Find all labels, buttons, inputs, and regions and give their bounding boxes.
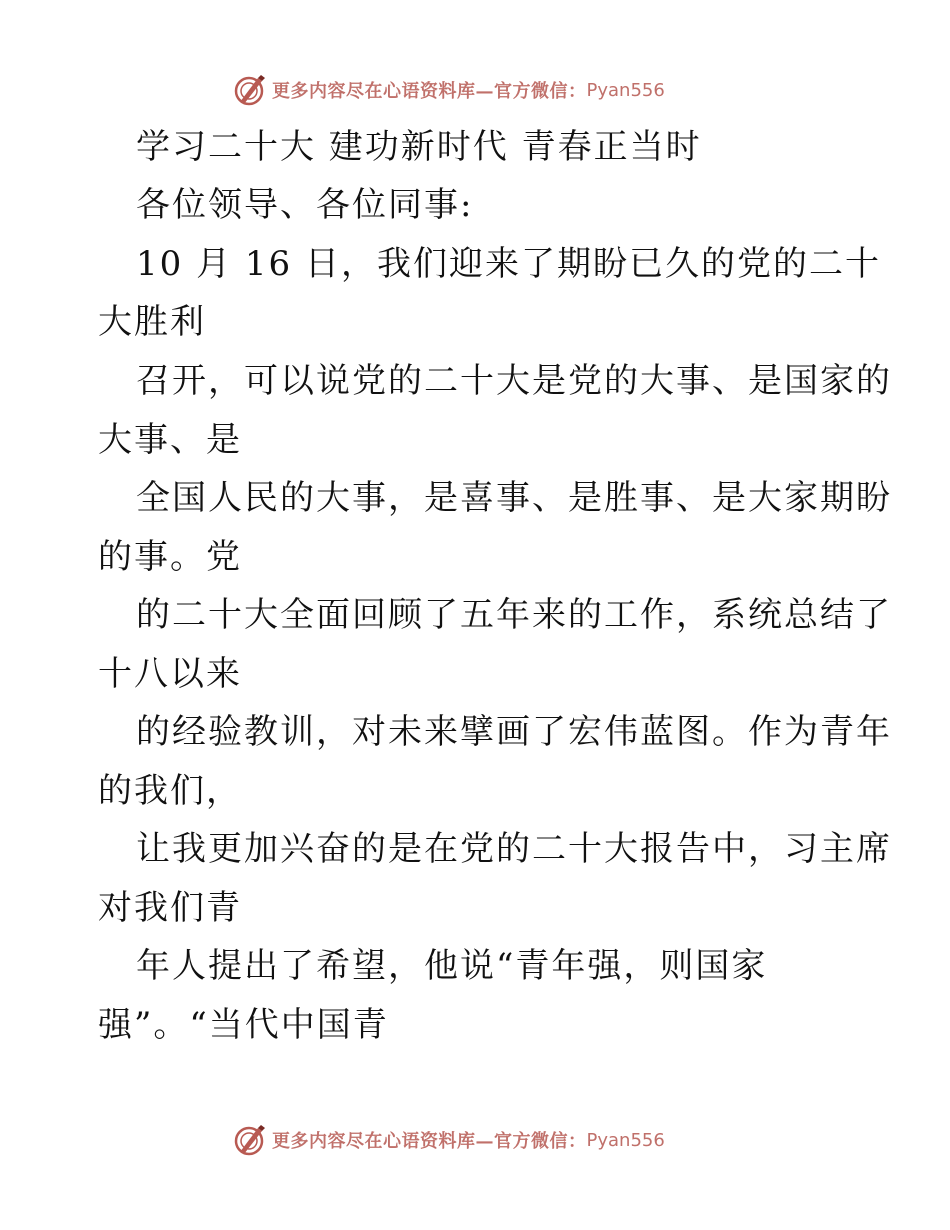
watermark-text: 更多内容尽在心语资料库—官方微信： <box>272 1131 587 1152</box>
paragraph-line: 召开，可以说党的二十大是党的大事、是国家的 <box>136 361 892 401</box>
paragraph-line: 的事。党 <box>98 537 242 577</box>
pen-logo-icon <box>232 72 268 108</box>
paragraph-line: 十八以来 <box>98 654 242 694</box>
footer-watermark-banner <box>232 1120 665 1160</box>
paragraph-line: 全国人民的大事，是喜事、是胜事、是大家期盼 <box>136 478 892 518</box>
paragraph-line: 强”。“当代中国青 <box>98 1005 389 1045</box>
salutation: 各位领导、各位同事: <box>136 185 474 225</box>
pen-logo-icon <box>232 1122 268 1158</box>
watermark-text: 更多内容尽在心语资料库—官方微信： <box>272 81 587 102</box>
paragraph-line: 让我更加兴奋的是在党的二十大报告中，习主席 <box>136 829 892 869</box>
paragraph-line: 10 月 16 日，我们迎来了期盼已久的党的二十 <box>136 244 881 284</box>
wechat-id: Pyan556 <box>586 79 665 101</box>
paragraph-line: 大事、是 <box>98 420 242 460</box>
paragraph-line: 对我们青 <box>98 888 242 928</box>
paragraph-line: 的经验教训，对未来擘画了宏伟蓝图。作为青年 <box>136 712 892 752</box>
document-title: 学习二十大 建功新时代 青春正当时 <box>136 127 702 167</box>
paragraph-line: 的二十大全面回顾了五年来的工作，系统总结了 <box>136 595 892 635</box>
paragraph-line: 的我们， <box>98 771 242 811</box>
paragraph-line: 大胜利 <box>98 302 206 342</box>
paragraph-line: 年人提出了希望，他说“青年强，则国家 <box>136 946 768 986</box>
header-watermark-banner <box>232 70 665 110</box>
wechat-id: Pyan556 <box>586 1129 665 1151</box>
